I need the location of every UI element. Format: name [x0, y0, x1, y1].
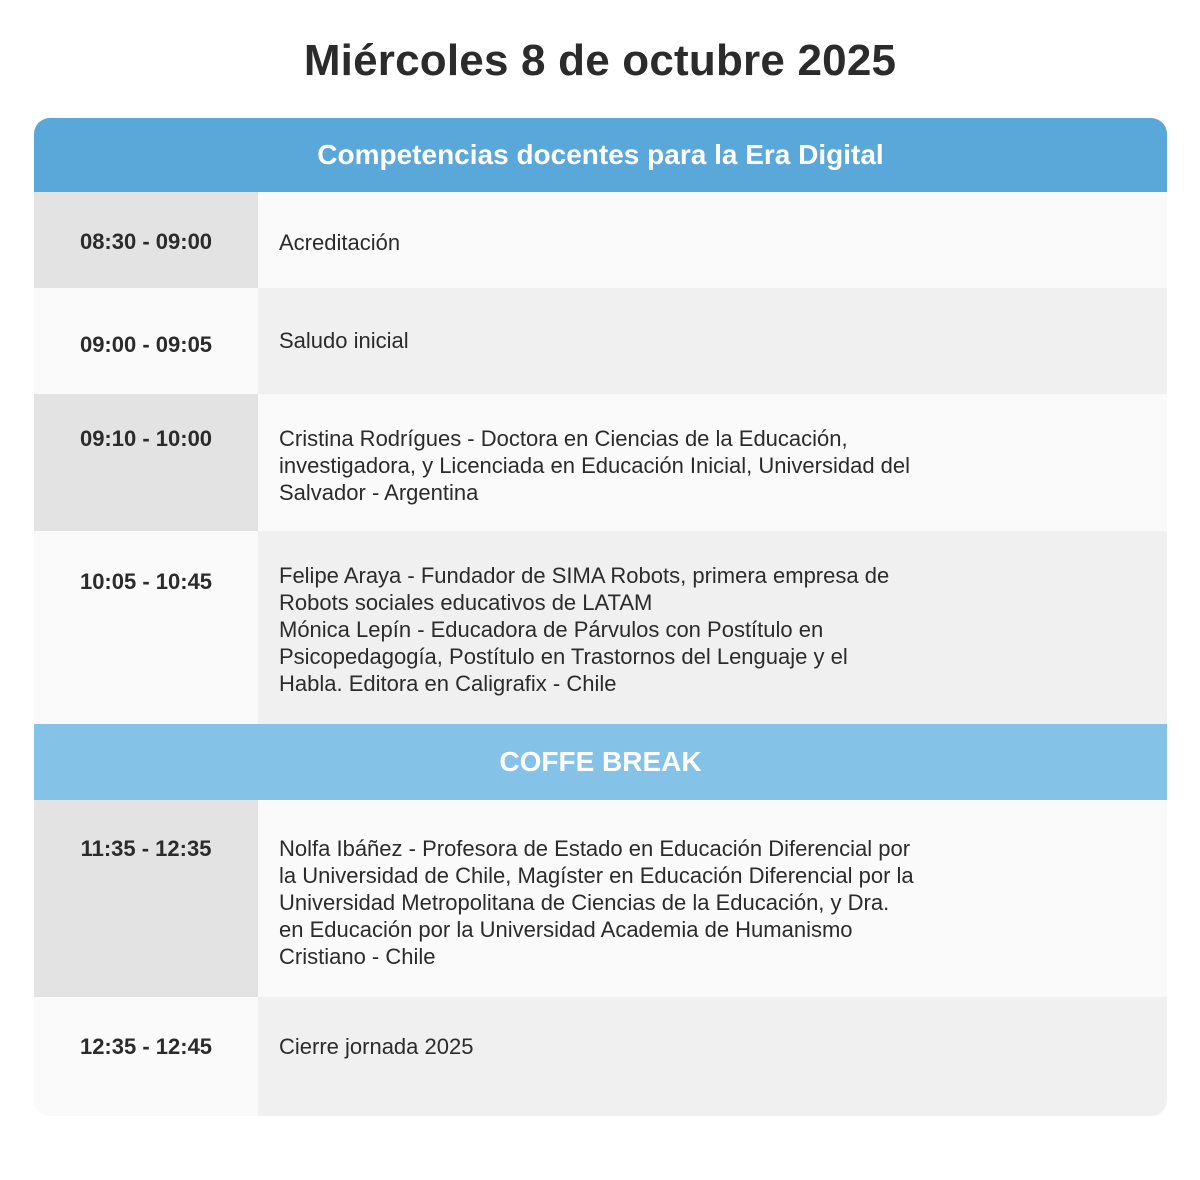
activity-text: Nolfa Ibáñez - Profesora de Estado en Educación Diferencial por	[279, 836, 911, 861]
schedule-row	[34, 800, 1167, 997]
page-title: Miércoles 8 de octubre 2025	[303, 36, 897, 85]
activity-cell	[258, 394, 1167, 531]
time-cell: 08:30 - 09:00	[34, 192, 258, 288]
activity-cell	[258, 192, 1167, 288]
activity-text: la Universidad de Chile, Magíster en Educación Diferencial por la	[279, 863, 914, 888]
activity-text: Mónica Lepín - Educadora de Párvulos con Postítulo en	[279, 617, 824, 642]
schedule-row	[34, 192, 1167, 288]
time-cell: 12:35 - 12:45	[34, 997, 258, 1116]
coffee-break-header: COFFE BREAK	[34, 724, 1167, 800]
time-cell: 09:10 - 10:00	[34, 394, 258, 531]
schedule-row	[34, 394, 1167, 531]
activity-text: Robots sociales educativos de LATAM	[279, 590, 653, 615]
activity-text: Saludo inicial	[279, 328, 409, 353]
activity-cell	[258, 800, 1167, 997]
activity-text: Salvador - Argentina	[279, 480, 479, 505]
activity-text: Universidad Metropolitana de Ciencias de la Educación, y Dra.	[279, 890, 890, 915]
activity-text: en Educación por la Universidad Academia de Humanismo	[279, 917, 853, 942]
time-cell: 11:35 - 12:35	[34, 800, 258, 997]
activity-text: Psicopedagogía, Postítulo en Trastornos del Lenguaje y el	[279, 644, 848, 669]
activity-text: Cristina Rodrígues - Doctora en Ciencias de la Educación,	[279, 426, 848, 451]
time-cell: 09:00 - 09:05	[34, 288, 258, 394]
schedule-row	[34, 288, 1167, 394]
schedule-table	[34, 118, 1167, 1116]
activity-text: Acreditación	[279, 230, 401, 255]
activity-cell	[258, 997, 1167, 1116]
activity-cell	[258, 531, 1167, 724]
schedule-row	[34, 997, 1167, 1116]
activity-text: Cierre jornada 2025	[279, 1034, 474, 1059]
activity-text: Cristiano - Chile	[279, 944, 436, 969]
activity-text: investigadora, y Licenciada en Educación Inicial, Universidad del	[279, 453, 911, 478]
activity-text: Habla. Editora en Caligrafix - Chile	[279, 671, 617, 696]
activity-cell	[258, 288, 1167, 394]
section-header: Competencias docentes para la Era Digital	[34, 118, 1167, 192]
activity-text: Felipe Araya - Fundador de SIMA Robots, primera empresa de	[279, 563, 890, 588]
time-cell: 10:05 - 10:45	[34, 531, 258, 724]
schedule-row	[34, 531, 1167, 724]
